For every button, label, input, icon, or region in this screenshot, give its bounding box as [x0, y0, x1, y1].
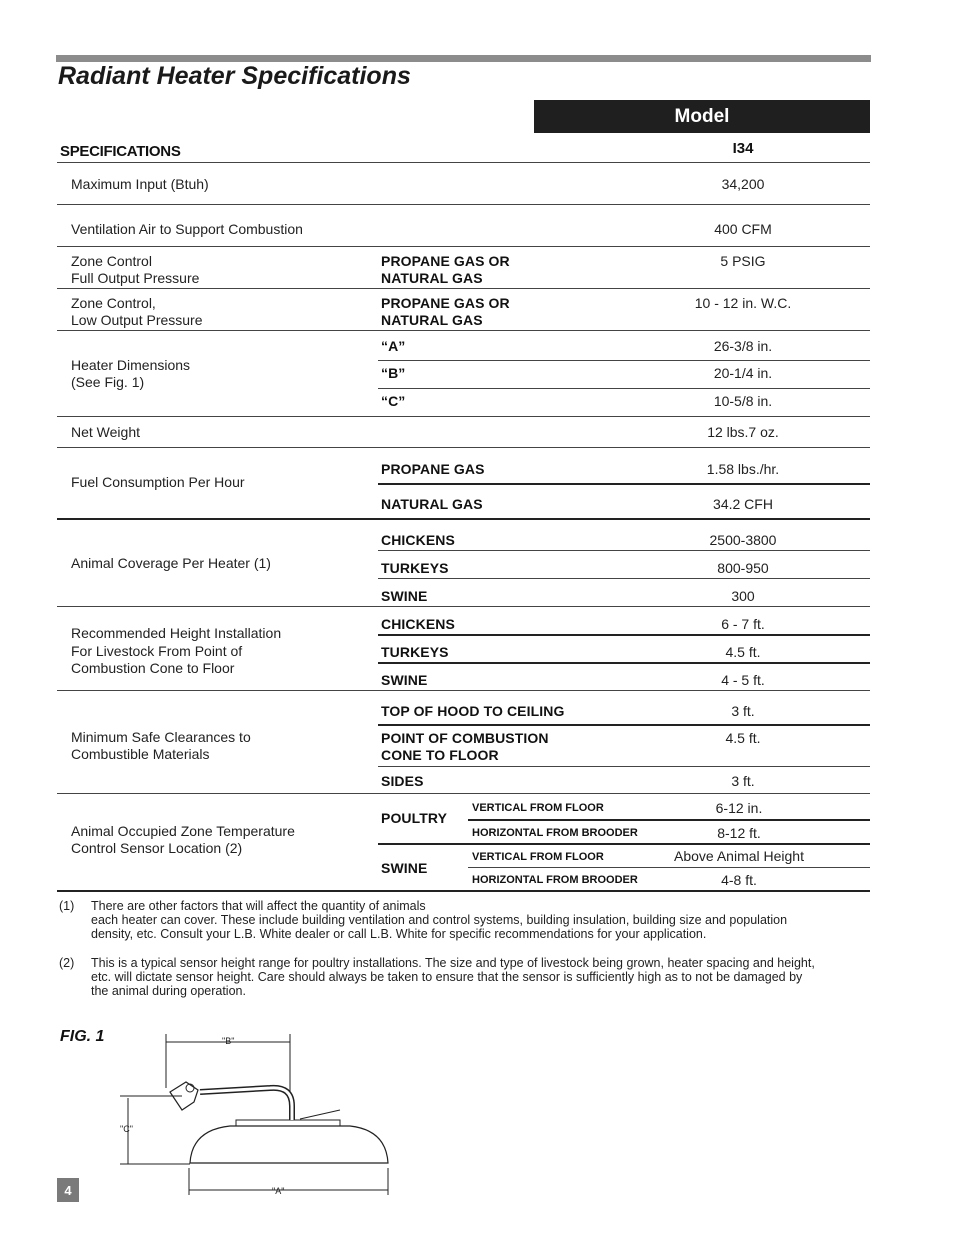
height-label-line2: For Livestock From Point of [71, 643, 243, 659]
row-divider [57, 246, 870, 247]
swine-horizontal-value: 4-8 ft. [721, 872, 757, 888]
coverage-chickens-value: 2500-3800 [709, 532, 777, 548]
row-divider [57, 330, 870, 331]
dimension-a-label: “A” [381, 338, 406, 354]
figure-label: FIG. 1 [60, 1028, 105, 1045]
zone-full-condition-line1: PROPANE GAS OR [381, 253, 510, 269]
sub-row-divider [378, 766, 870, 767]
coverage-swine-value: 300 [731, 588, 755, 604]
sub-row-divider [378, 550, 870, 551]
sensor-swine-label: SWINE [381, 860, 428, 876]
fuel-label: Fuel Consumption Per Hour [71, 474, 245, 490]
swine-vertical-label: VERTICAL FROM FLOOR [472, 851, 604, 863]
footnote-2-line2: etc. will dictate sensor height. Care should always be taken to ensure that the sensor is sufficiently high as to not be damaged by [91, 970, 803, 984]
ventilation-label: Ventilation Air to Support Combustion [71, 221, 303, 237]
footnote-2-line1: This is a typical sensor height range for poultry installations. The size and type of livestock being grown, heater spacing and height, [91, 956, 815, 970]
zone-full-label-line2: Full Output Pressure [71, 270, 200, 286]
height-chickens-value: 6 - 7 ft. [721, 616, 765, 632]
coverage-label: Animal Coverage Per Heater (1) [71, 555, 271, 571]
coverage-swine-label: SWINE [381, 588, 428, 604]
clearance-hood-label: TOP OF HOOD TO CEILING [381, 703, 565, 719]
sub-row-divider [378, 843, 870, 845]
model-header [534, 100, 870, 133]
row-divider [57, 518, 870, 520]
row-divider [57, 690, 870, 691]
swine-vertical-value: Above Animal Height [674, 848, 804, 864]
footnote-1-line1: There are other factors that will affect the quantity of animals [91, 899, 426, 913]
fuel-propane-label: PROPANE GAS [381, 461, 485, 477]
max-input-value: 34,200 [721, 176, 765, 192]
fuel-natural-label: NATURAL GAS [381, 496, 483, 512]
model-name: I34 [732, 140, 754, 157]
dimension-b-value: 20-1/4 in. [713, 365, 773, 381]
zone-low-label-line1: Zone Control, [71, 295, 156, 311]
fuel-natural-value: 34.2 CFH [713, 496, 773, 512]
swine-horizontal-label: HORIZONTAL FROM BROODER [472, 874, 638, 886]
clearance-hood-value: 3 ft. [731, 703, 755, 719]
row-divider [57, 204, 870, 205]
page-number-text: 4 [64, 1182, 72, 1198]
zone-full-condition-line2: NATURAL GAS [381, 270, 483, 286]
footnote-1-mark: (1) [59, 899, 75, 913]
clearance-cone-value: 4.5 ft. [725, 730, 761, 746]
top-rule [56, 55, 871, 62]
heater-diagram [100, 1030, 400, 1200]
poultry-vertical-label: VERTICAL FROM FLOOR [472, 802, 604, 814]
zone-low-condition-line1: PROPANE GAS OR [381, 295, 510, 311]
sub-row-divider [378, 634, 870, 636]
net-weight-label: Net Weight [71, 424, 140, 440]
height-chickens-label: CHICKENS [381, 616, 455, 632]
row-divider [57, 606, 870, 607]
coverage-turkeys-value: 800-950 [717, 560, 769, 576]
page-number [57, 1178, 79, 1202]
page-title: Radiant Heater Specifications [58, 62, 411, 90]
table-bottom-rule [57, 890, 870, 892]
footnote-1-line2: each heater can cover. These include building ventilation and control systems, building insulation, building size and population [91, 913, 788, 927]
sub-row-divider [378, 578, 870, 579]
dimension-a-value: 26-3/8 in. [713, 338, 773, 354]
clearance-cone-label-line1: POINT OF COMBUSTION [381, 730, 549, 746]
height-swine-label: SWINE [381, 672, 428, 688]
sensor-poultry-label: POULTRY [381, 810, 448, 826]
dimensions-label-line2: (See Fig. 1) [71, 374, 145, 390]
zone-low-condition-line2: NATURAL GAS [381, 312, 483, 328]
clearance-sides-value: 3 ft. [731, 773, 755, 789]
specifications-header: SPECIFICATIONS [60, 143, 181, 160]
fuel-propane-value: 1.58 lbs./hr. [706, 461, 780, 477]
heater-hood [236, 1120, 340, 1126]
height-swine-value: 4 - 5 ft. [721, 672, 765, 688]
poultry-horizontal-value: 8-12 ft. [717, 825, 761, 841]
ventilation-value: 400 CFM [714, 221, 772, 237]
footnote-2-mark: (2) [59, 956, 75, 970]
zone-low-value: 10 - 12 in. W.C. [694, 295, 792, 311]
sub-row-divider [378, 483, 870, 485]
zone-full-label-line1: Zone Control [71, 253, 152, 269]
row-divider [57, 162, 870, 163]
figure-b-label: "B" [222, 1036, 235, 1046]
dimension-c-value: 10-5/8 in. [713, 393, 773, 409]
row-divider [57, 288, 870, 289]
height-label-line1: Recommended Height Installation [71, 625, 282, 641]
figure-a-label: "A" [272, 1186, 285, 1196]
sensor-label-line2: Control Sensor Location (2) [71, 840, 243, 856]
footnote-2-line3: the animal during operation. [91, 984, 246, 998]
coverage-chickens-label: CHICKENS [381, 532, 455, 548]
height-turkeys-value: 4.5 ft. [725, 644, 761, 660]
coverage-turkeys-label: TURKEYS [381, 560, 449, 576]
zone-full-value: 5 PSIG [720, 253, 766, 269]
figure-c-label: "C" [120, 1124, 133, 1134]
height-turkeys-label: TURKEYS [381, 644, 449, 660]
sub-row-divider [468, 819, 870, 821]
clearance-sides-label: SIDES [381, 773, 424, 789]
row-divider [57, 416, 870, 417]
heater-dome [190, 1126, 388, 1163]
row-divider [57, 447, 870, 448]
sub-row-divider [378, 388, 870, 389]
poultry-vertical-value: 6-12 in. [715, 800, 763, 816]
dimensions-label-line1: Heater Dimensions [71, 357, 191, 373]
dimension-c-label: “C” [381, 393, 406, 409]
dimension-b-label: “B” [381, 365, 406, 381]
clearances-label-line2: Combustible Materials [71, 746, 210, 762]
height-label-line3: Combustion Cone to Floor [71, 660, 235, 676]
row-divider [57, 793, 870, 794]
sensor-label-line1: Animal Occupied Zone Temperature [71, 823, 295, 839]
max-input-label: Maximum Input (Btuh) [71, 176, 209, 192]
sub-row-divider [378, 662, 870, 664]
net-weight-value: 12 lbs.7 oz. [707, 424, 779, 440]
footnote-1-line3: density, etc. Consult your L.B. White dealer or call L.B. White for specific recommendations for your application. [91, 927, 707, 941]
zone-low-label-line2: Low Output Pressure [71, 312, 203, 328]
sub-row-divider [468, 867, 870, 868]
clearances-label-line1: Minimum Safe Clearances to [71, 729, 251, 745]
model-header-label: Model [674, 105, 730, 127]
sub-row-divider [378, 724, 870, 726]
sub-row-divider [378, 360, 870, 361]
clearance-cone-label-line2: CONE TO FLOOR [381, 747, 499, 763]
poultry-horizontal-label: HORIZONTAL FROM BROODER [472, 827, 638, 839]
